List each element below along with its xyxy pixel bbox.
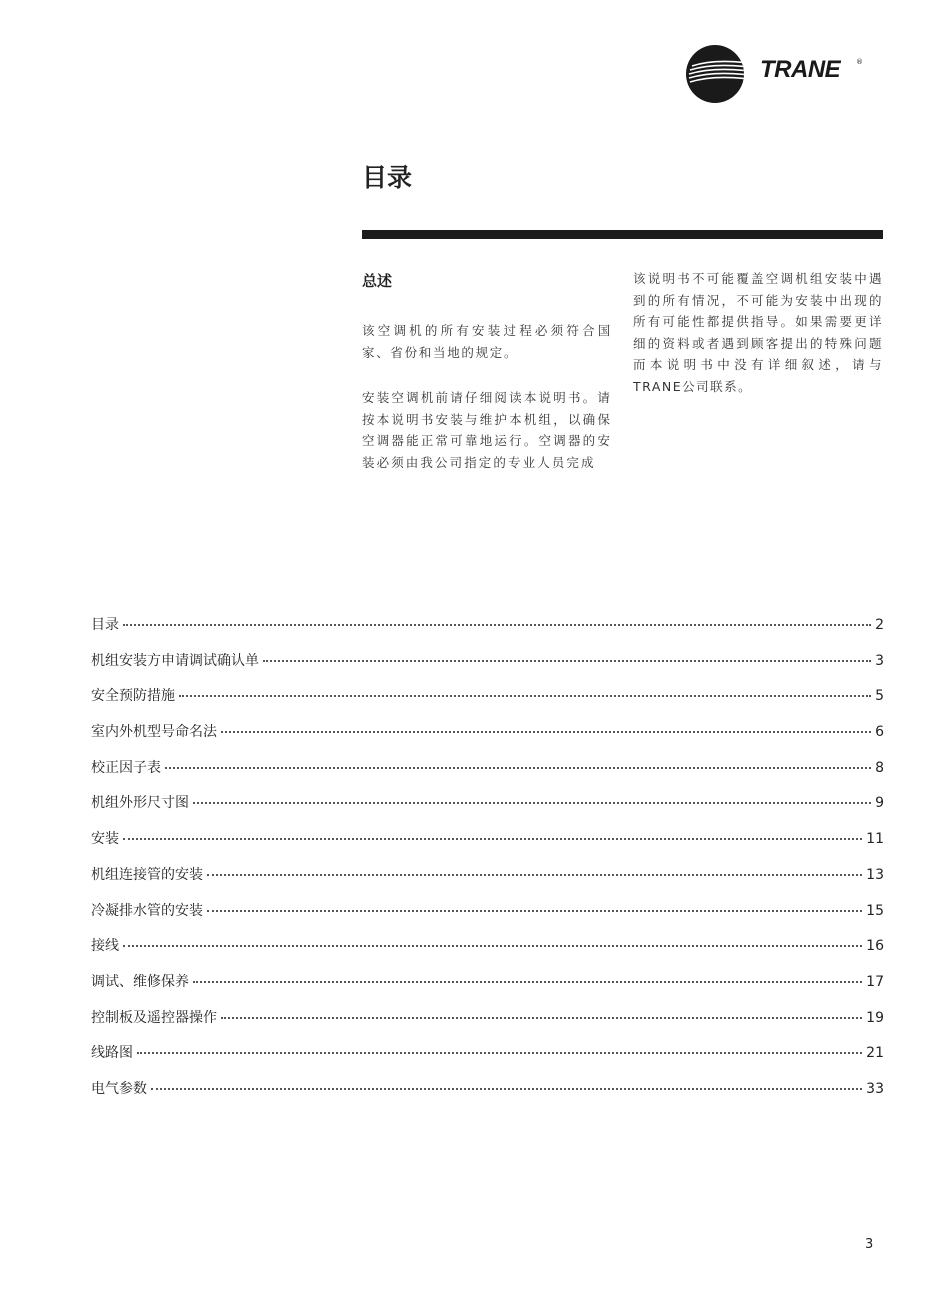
toc-page: 8	[875, 759, 884, 776]
intro-paragraph-1: 该空调机的所有安装过程必须符合国家、省份和当地的规定。	[362, 323, 612, 360]
toc-entry[interactable]	[91, 971, 884, 1007]
toc-entry[interactable]	[91, 1007, 884, 1043]
toc-leader	[123, 623, 871, 626]
toc-label: 控制板及遥控器操作	[91, 1009, 217, 1026]
toc-label: 线路图	[91, 1045, 133, 1062]
toc-leader	[193, 980, 862, 983]
toc-label: 机组外形尺寸图	[91, 795, 189, 812]
toc-page: 3	[875, 652, 884, 669]
toc-page: 11	[866, 831, 884, 848]
page-title: 目录	[362, 163, 413, 192]
toc-entry[interactable]	[91, 757, 884, 793]
toc-leader	[221, 1016, 862, 1019]
toc-page: 16	[866, 938, 884, 955]
toc-label: 冷凝排水管的安装	[91, 902, 203, 919]
intro-paragraph-2: 安装空调机前请仔细阅读本说明书。请按本说明书安装与维护本机组，以确保空调器能正常可靠地运行。空调器的安装必须由我公司指定的专业人员完成	[362, 390, 612, 470]
toc-label: 电气参数	[91, 1080, 147, 1097]
registered-mark: ®	[856, 58, 863, 66]
toc-page: 2	[875, 617, 884, 633]
toc-page: 5	[875, 688, 884, 705]
toc-entry[interactable]	[91, 650, 884, 686]
toc-leader	[151, 1087, 862, 1090]
toc-entry[interactable]	[91, 1078, 884, 1114]
intro-paragraph-3: 该说明书不可能覆盖空调机组安装中遇到的所有情况，不可能为安装中出现的所有可能性都提供指导。如果需要更详细的资料或者遇到顾客提出的特殊问题而本说明书中没有详细叙述，请与TRANE公司联系。	[633, 271, 883, 394]
toc-label: 机组连接管的安装	[91, 866, 203, 883]
toc-label: 安装	[91, 831, 119, 848]
toc-entry[interactable]	[91, 828, 884, 864]
toc-page: 6	[875, 724, 884, 741]
toc-label: 室内外机型号命名法	[91, 724, 217, 741]
section-heading: 总述	[362, 272, 393, 290]
toc-entry[interactable]	[91, 935, 884, 971]
toc-label: 调试、维修保养	[91, 973, 189, 990]
toc-page: 13	[866, 866, 884, 883]
toc-leader	[221, 730, 871, 733]
toc-label: 安全预防措施	[91, 688, 175, 705]
toc-entry[interactable]	[91, 614, 884, 650]
toc-entry[interactable]	[91, 792, 884, 828]
toc-entry[interactable]	[91, 721, 884, 757]
title-divider	[362, 230, 883, 239]
toc-page: 33	[866, 1080, 884, 1097]
toc-leader	[123, 944, 862, 947]
brand-wordmark: TRANE	[760, 56, 841, 83]
toc-page: 19	[866, 1009, 884, 1026]
toc-leader	[179, 694, 871, 697]
toc-page: 9	[875, 795, 884, 812]
toc-leader	[263, 659, 871, 662]
toc-leader	[123, 837, 862, 840]
toc-label: 校正因子表	[91, 759, 161, 776]
toc-leader	[207, 909, 862, 912]
toc-leader	[165, 766, 871, 769]
toc-leader	[193, 801, 871, 804]
toc-page: 21	[866, 1045, 884, 1062]
toc-leader	[137, 1051, 862, 1054]
toc-entry[interactable]	[91, 864, 884, 900]
table-of-contents	[91, 614, 884, 1114]
toc-entry[interactable]	[91, 1042, 884, 1078]
toc-label: 机组安装方申请调试确认单	[91, 652, 259, 669]
toc-entry[interactable]	[91, 685, 884, 721]
toc-label: 接线	[91, 938, 119, 955]
toc-leader	[207, 873, 862, 876]
toc-entry[interactable]	[91, 900, 884, 936]
toc-page: 15	[866, 902, 884, 919]
toc-page: 17	[866, 973, 884, 990]
toc-label: 目录	[91, 617, 119, 633]
page-number: 3	[865, 1237, 874, 1252]
